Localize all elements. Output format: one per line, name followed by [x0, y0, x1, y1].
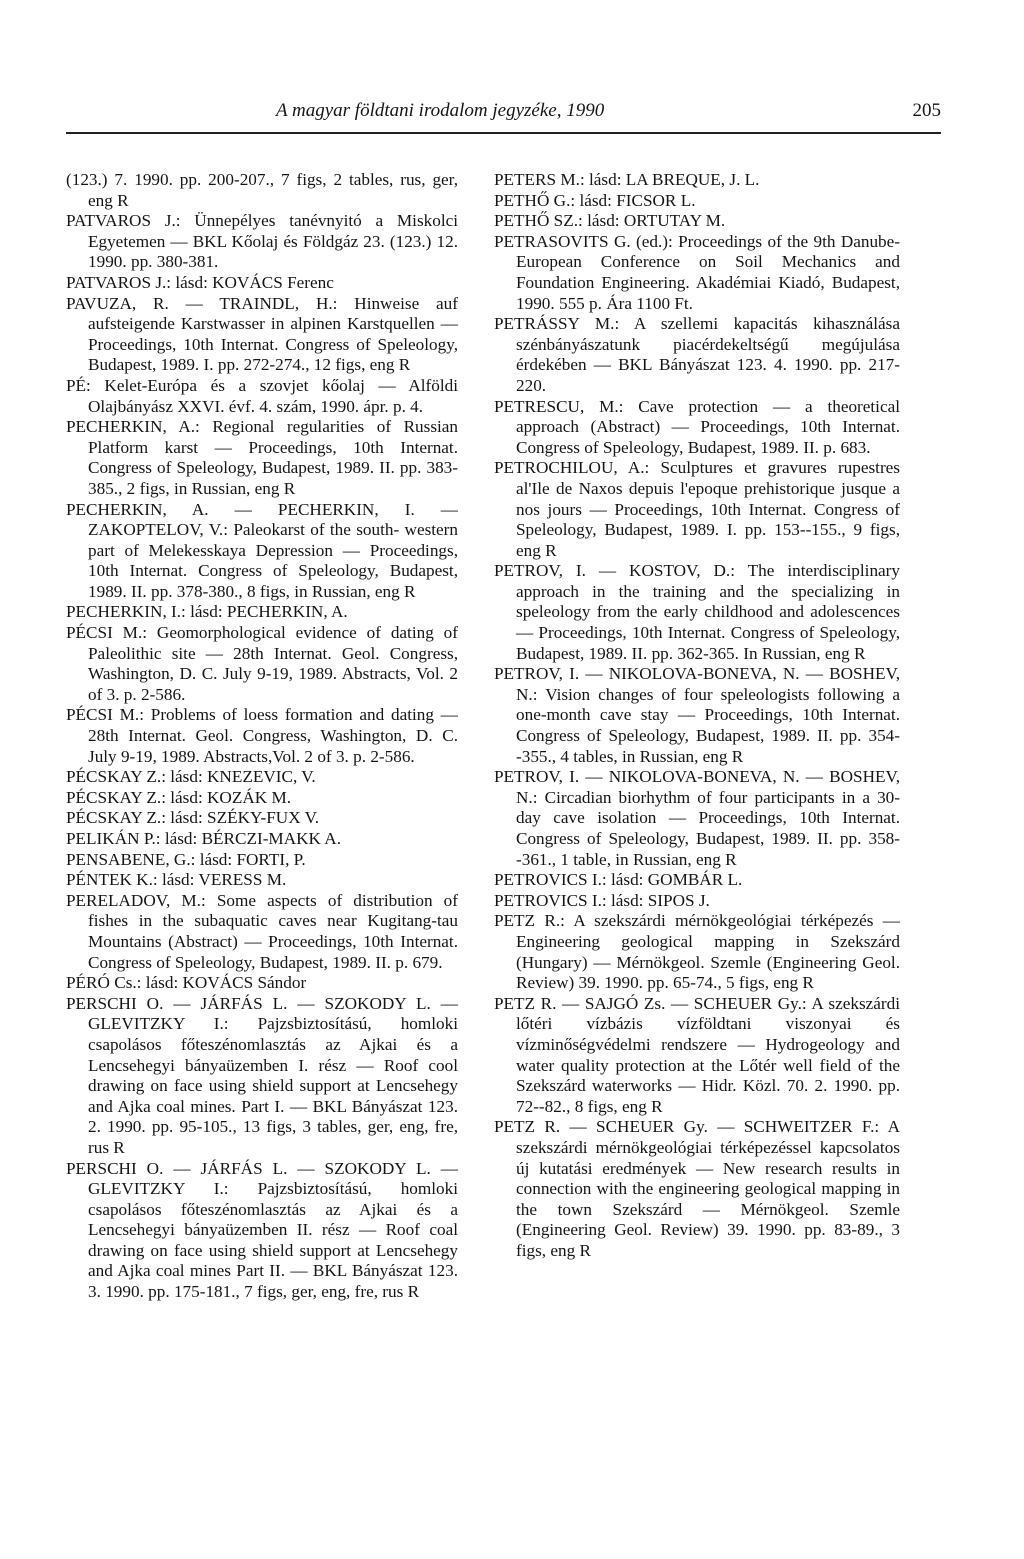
bibliography-entry: PETHŐ G.: lásd: FICSOR L. [494, 190, 696, 210]
bibliography-entry: PETRESCU, M.: Cave protection — a theoretical approach (Abstract) — Proceedings, 10th Internat. Congress of Speleology, Budapest, 1989. II. p. 683. [494, 396, 900, 457]
bibliography-entry: PETROVICS I.: lásd: SIPOS J. [494, 890, 710, 910]
bibliography-entry: PÉRÓ Cs.: lásd: KOVÁCS Sándor [66, 973, 307, 993]
bibliography-entry: PETROCHILOU, A.: Sculptures et gravures rupestres al'Ile de Naxos depuis l'epoque prehistorique jusque a nos jours — Proceedings, 10th Internat. Congress of Speleology, Budapest, 1989. I. pp. 153--155., 9 figs, eng R [494, 458, 900, 560]
bibliography-entry: PETHŐ SZ.: lásd: ORTUTAY M. [494, 211, 726, 231]
bibliography-entry: PETZ R.: A szekszárdi mérnökgeológiai térképezés — Engineering geological mapping in Szekszárd (Hungary) — Mérnökgeol. Szemle (Engineering Geol. Review) 39. 1990. pp. 65-74., 5 figs, eng R [494, 911, 900, 993]
bibliography-entry: PETERS M.: lásd: LA BREQUE, J. L. [494, 170, 760, 189]
running-header [66, 100, 941, 130]
left-column [66, 170, 458, 1303]
bibliography-entry: PAVUZA, R. — TRAINDL, H.: Hinweise auf aufsteigende Karstwasser in alpinen Karstquellen — Proceedings, 10th Internat. Congress of Speleology, Budapest, 1989. I. pp. 272-274., 12 figs, eng R [66, 293, 458, 375]
bibliography-entry: PETRÁSSY M.: A szellemi kapacitás kihasználása szénbányászatunk piacérdekeltségű megújulása érdekében — BKL Bányászat 123. 4. 1990. pp. 217-220. [494, 314, 900, 395]
bibliography-entry: PERELADOV, M.: Some aspects of distribution of fishes in the subaquatic caves near Kugitang-tau Mountains (Abstract) — Proceedings, 10th Internat. Congress of Speleology, Budapest, 1989. II. p. 679. [66, 890, 458, 972]
bibliography-entry: PECHERKIN, I.: lásd: PECHERKIN, A. [66, 602, 348, 622]
right-column [494, 170, 900, 1261]
bibliography-entry: PATVAROS J.: Ünnepélyes tanévnyitó a Miskolci Egyetemen — BKL Kőolaj és Földgáz 23. (123.) 12. 1990. pp. 380-381. [66, 211, 458, 272]
header-rule [66, 132, 941, 134]
bibliography-entry: PÉCSKAY Z.: lásd: KNEZEVIC, V. [66, 767, 316, 787]
bibliography-entry: PETROV, I. — NIKOLOVA-BONEVA, N. — BOSHEV, N.: Vision changes of four speleologists following a one-month cave stay — Proceedings, 10th Internat. Congress of Speleology, Budapest, 1989. II. pp. 354--355., 4 tables, in Russian, eng R [494, 664, 900, 766]
bibliography-entry: PERSCHI O. — JÁRFÁS L. — SZOKODY L. — GLEVITZKY I.: Pajzsbiztosítású, homloki csapolásos főteszénomlasztás az Ajkai és a Lencsehegyi bányaüzemben II. rész — Roof coal drawing on face using shield support at Lencsehegy and Ajka coal mines Part II. — BKL Bányászat 123. 3. 1990. pp. 175-181., 7 figs, ger, eng, fre, rus R [66, 1158, 458, 1302]
bibliography-entry: (123.) 7. 1990. pp. 200-207., 7 figs, 2 tables, rus, ger, eng R [66, 170, 458, 210]
bibliography-entry: PECHERKIN, A.: Regional regularities of Russian Platform karst — Proceedings, 10th Internat. Congress of Speleology, Budapest, 1989. II. pp. 383-385., 2 figs, in Russian, eng R [66, 417, 458, 498]
bibliography-entry: PETROVICS I.: lásd: GOMBÁR L. [494, 870, 743, 890]
bibliography-entry: PETROV, I. — KOSTOV, D.: The interdisciplinary approach in the training and the specializing in speleology from the early childhood and adolescences — Proceedings, 10th Internat. Congress of Speleology, Budapest, 1989. II. pp. 362-365. In Russian, eng R [494, 561, 900, 663]
bibliography-entry: PELIKÁN P.: lásd: BÉRCZI-MAKK A. [66, 829, 342, 848]
bibliography-entry: PETZ R. — SAJGÓ Zs. — SCHEUER Gy.: A szekszárdi lőtéri vízbázis vízföldtani viszonyai és vízminőségvédelmi rendszere — Hydrogeology and water quality protection at the Lőtér well field of the Szekszárd waterworks — Hidr. Közl. 70. 2. 1990. pp. 72--82., 8 figs, eng R [494, 993, 900, 1116]
bibliography-entry: PETRASOVITS G. (ed.): Proceedings of the 9th Danube-European Conference on Soil Mechanics and Foundation Engineering. Akadémiai Kiadó, Budapest, 1990. 555 p. Ára 1100 Ft. [494, 231, 900, 313]
bibliography-entry: PENSABENE, G.: lásd: FORTI, P. [66, 849, 306, 869]
bibliography-entry: PETZ R. — SCHEUER Gy. — SCHWEITZER F.: A szekszárdi mérnökgeológiai térképezéssel kapcsolatos új kutatási eredmények — New research results in connection with the engineering geological mapping in the town Szekszárd — Mérnökgeol. Szemle (Engineering Geol. Review) 39. 1990. pp. 83-89., 3 figs, eng R [494, 1117, 900, 1260]
bibliography-entry: PÉNTEK K.: lásd: VERESS M. [66, 870, 287, 890]
bibliography-entry: PECHERKIN, A. — PECHERKIN, I. — ZAKOPTELOV, V.: Paleokarst of the south- western part of Melekesskaya Depression — Proceedings, 10th Internat. Congress of Speleology, Budapest, 1989. II. pp. 378-380., 8 figs, in Russian, eng R [66, 499, 458, 601]
bibliography-entry: PÉCSKAY Z.: lásd: SZÉKY-FUX V. [66, 808, 320, 828]
journal-title: A magyar földtani irodalom jegyzéke, 1990 [276, 100, 605, 121]
bibliography-entry: PÉ: Kelet-Európa és a szovjet kőolaj — Alföldi Olajbányász XXVI. évf. 4. szám, 1990. ápr. p. 4. [66, 375, 458, 416]
page-number: 205 [912, 100, 941, 121]
bibliography-entry: PATVAROS J.: lásd: KOVÁCS Ferenc [66, 272, 334, 292]
bibliography-entry: PERSCHI O. — JÁRFÁS L. — SZOKODY L. — GLEVITZKY I.: Pajzsbiztosítású, homloki csapolásos főteszénomlasztás az Ajkai és a Lencsehegyi bányaüzemben I. rész — Roof cool drawing on face using shield support at Lencsehegy and Ajka coal mines. Part I. — BKL Bányászat 123. 2. 1990. pp. 95-105., 13 figs, 3 tables, ger, eng, fre, rus R [66, 993, 458, 1157]
bibliography-entry: PÉCSKAY Z.: lásd: KOZÁK M. [66, 787, 292, 807]
bibliography-entry: PETROV, I. — NIKOLOVA-BONEVA, N. — BOSHEV, N.: Circadian biorhythm of four participants in a 30-day cave isolation — Proceedings, 10th Internat. Congress of Speleology, Budapest, 1989. II. pp. 358--361., 1 table, in Russian, eng R [494, 767, 900, 869]
bibliography-entry: PÉCSI M.: Problems of loess formation and dating — 28th Internat. Geol. Congress, Washington, D. C. July 9-19, 1989. Abstracts,Vol. 2 of 3. p. 2-586. [66, 705, 458, 766]
bibliography-entry: PÉCSI M.: Geomorphological evidence of dating of Paleolithic site — 28th Internat. Geol. Congress, Washington, D. C. July 9-19, 1989. Abstracts, Vol. 2 of 3. p. 2-586. [66, 623, 458, 704]
